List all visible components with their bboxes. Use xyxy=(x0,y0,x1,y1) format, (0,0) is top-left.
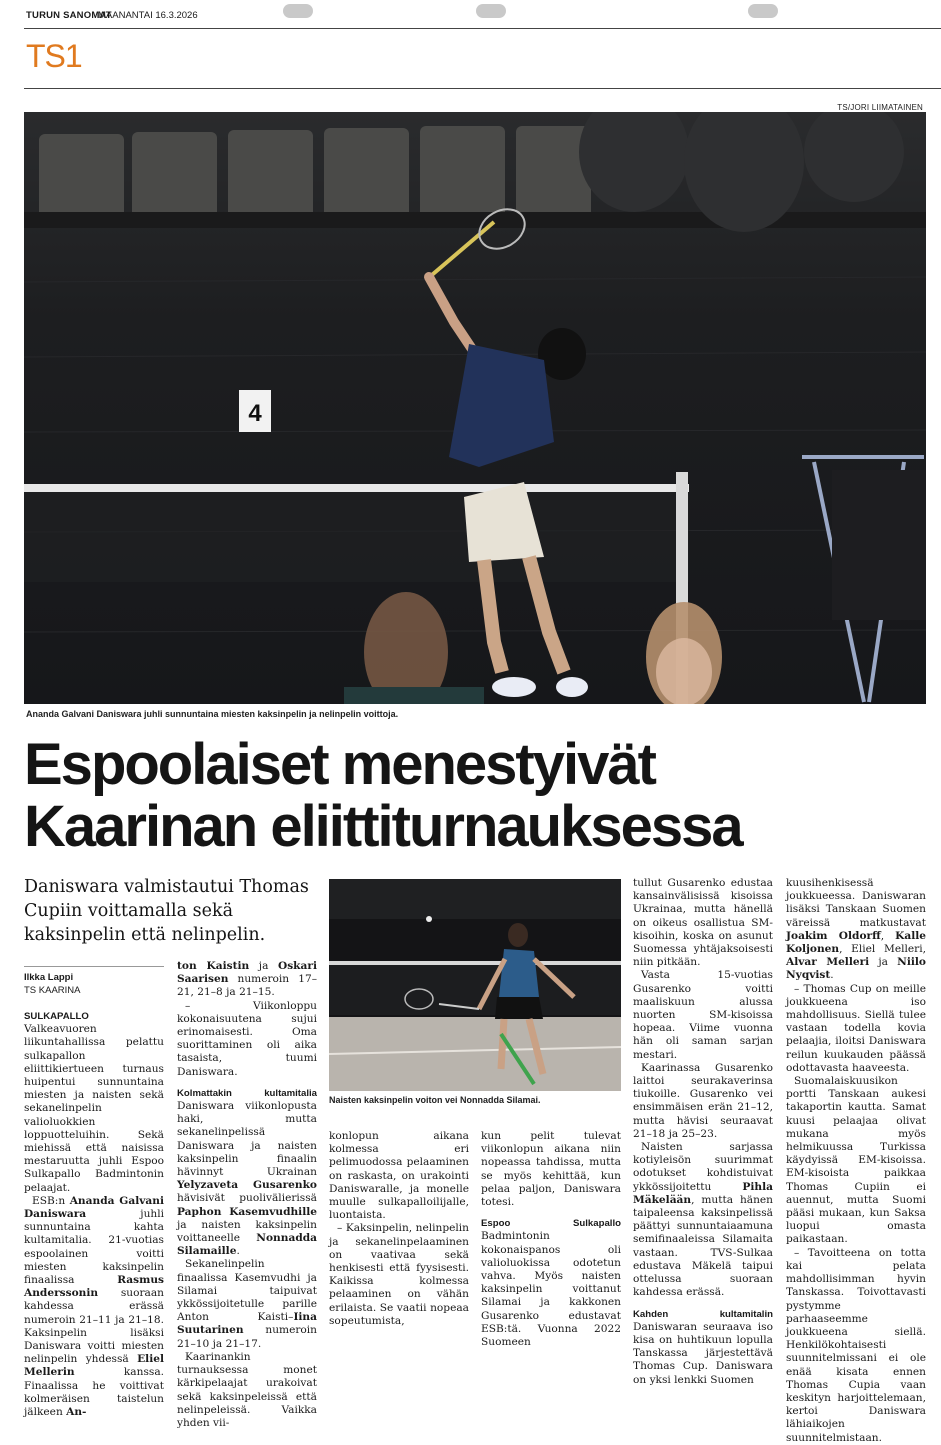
text-run: , mutta hänen taipaleensa kaksinpelissä päättyi sunnuntaiaamuna semifinaaleissa Silamaita vastaan. TVS-Sulkaa edustava Mäkelä taipui ottelussa suoraan kahdessa erässä. xyxy=(633,1193,773,1299)
text-run: , Eliel Melleri, xyxy=(839,943,926,956)
person-name: Kalle Koljonen xyxy=(786,929,926,956)
person-name: Eliel Mellerin xyxy=(24,1353,164,1379)
text-run: Sekanelinpelin finaalissa Kasemvudhi ja Silamai taipuivat ykkössijoitetulle parille Anton Kaisti– xyxy=(177,1258,317,1324)
page-tab-marker xyxy=(748,4,778,18)
person-name: ton Kaistin xyxy=(177,960,250,972)
text-run: ESB:n xyxy=(32,1194,70,1207)
paragraph-text: tullut Gusarenko edustaa kansainvälisissä kisoissa Ukrainaa, mutta hänellä on oikeus osallistua SM-kisoihin, koska on asunut Suomessa yhtäjaksoisesti niin pitkään. xyxy=(633,877,773,969)
person-name: Joakim Oldorff xyxy=(786,929,881,942)
text-run: suoraan kahdessa erässä numeroin 21–11 ja 21–18. Kaksinpelin lisäksi Daniswara voitti miesten nelinpelin yhdessä xyxy=(24,1287,164,1366)
person-name: Oskari Saarisen xyxy=(177,960,317,986)
text-run: Naisten sarjassa kotiyleisön suurimmat odotukset kohdistuivat ykkössijoitettu xyxy=(633,1141,773,1193)
byline-outlet: TS KAARINA xyxy=(24,985,81,996)
secondary-photo xyxy=(329,879,621,1091)
person-name: Pihla Mäkelään xyxy=(633,1180,773,1206)
section-rule xyxy=(24,88,941,89)
paragraph-kicker: Kolmattakin kultamitalia xyxy=(177,1087,317,1099)
text-run: hävisivät puolivälierissä xyxy=(177,1192,317,1205)
paragraph-text: Suomalaiskuusikon portti Tanskaan aukesi takaportin kautta. Samat kuusi pelaajaa olivat mukana myös helmikuussa Turkissa käydyissä EM-kisoissa. EM-kisoista paikkaa Thomas Cupiin ei auennut, mutta Suomi pääsi mukaan, kun Saksa luopui omasta paikastaan. xyxy=(786,1075,926,1246)
byline-rule xyxy=(24,966,164,967)
text-run: Daniswara viikonlopusta haki, mutta sekanelinpelissä Daniswara ja naisten kaksinpelin finaalin hävinnyt Ukrainan xyxy=(177,1100,317,1179)
person-name: Rasmus Anderssonin xyxy=(24,1274,164,1300)
headline-line-2: Kaarinan eliittiturnauksessa xyxy=(24,794,742,859)
badminton-player-illustration xyxy=(24,112,926,704)
section-label: TS1 xyxy=(26,38,82,74)
main-photo xyxy=(24,112,926,704)
paragraph-kicker: Kahden kultamitalin xyxy=(633,1308,773,1320)
court-number: 4 xyxy=(248,400,262,427)
page-tab-marker xyxy=(283,4,313,18)
secondary-photo-caption: Naisten kaksinpelin voiton vei Nonnadda Silamai. xyxy=(329,1095,541,1105)
header-rule xyxy=(24,28,941,29)
paragraph-text: – Tavoitteena on totta kai pelata mahdollisimman hyvin Tanskassa. Toivottavasti pystymme parhaaseemme joukkueena siellä. Henkilökohtaisesti suunnitelmissani ei ole enää kisata ennen Thomas Cupia vaan keskityn harjoittelemaan, kertoi Daniswara lähiaikojen suunnitelmistaan. xyxy=(786,1246,926,1444)
article-headline xyxy=(24,734,924,858)
paragraph-text: Valkeavuoren liikuntahallissa pelattu sulkapallon eliittikiertueen turnaus huipentui sunnuntaina miesten ja naisten sekä sekanelinpelin valioluokkien loppuotteluihin. Sekä miehissä että naisissa mestaruutta juhli Espoo Sulkapallo Badmintonin pelaajat. xyxy=(24,1023,164,1194)
person-name: Paphon Kasemvudhille xyxy=(177,1205,317,1218)
page-tab-marker xyxy=(476,4,506,18)
article-column-6 xyxy=(786,877,926,1445)
paragraph-text: Kaarinassa Gusarenko laittoi seurakaverinsa tiukoille. Gusarenko vei ensimmäisen erän 21–12, mutta hävisi seuraavat 21–18 ja 25–23. xyxy=(633,1061,773,1140)
text-run: juhli sunnuntaina kahta kultamitalia. 21-vuotias espoolainen voitti miesten kaksinpelin finaalissa xyxy=(24,1208,164,1287)
article-column-2 xyxy=(177,960,317,1430)
article-column-5 xyxy=(633,877,773,1387)
headline-line-1: Espoolaiset menestyivät xyxy=(24,732,655,797)
person-name: Ananda Galvani Daniswara xyxy=(24,1194,164,1221)
article-column-4 xyxy=(481,1130,621,1349)
woman-badminton-illustration xyxy=(329,879,621,1091)
text-run: , xyxy=(880,929,896,942)
person-name: Niilo Nyqvist xyxy=(786,956,926,982)
paragraph-kicker: SULKAPALLO xyxy=(24,1011,89,1022)
text-run: ja xyxy=(249,960,278,972)
text-run: kuusihenkisessä joukkueessa. Daniswaran lisäksi Tanskaan Suomen väreissä matkustavat xyxy=(786,877,926,929)
issue-date: MAANANTAI 16.3.2026 xyxy=(98,10,198,21)
text-run: Daniswaran seuraava iso kisa on huhtikuun lopulla Tanskassa järjestettävä Thomas Cup. Daniswara on yksi lenkki Suomen xyxy=(633,1320,773,1386)
article-column-3 xyxy=(329,1130,469,1328)
person-name: Alvar Melleri xyxy=(786,956,870,969)
text-run: Badmintonin kokonaispanos oli valioluokissa odotetun vahva. Myös naisten kaksinpelin voittanut Silamai ja kakkonen Gusarenko edustavat ESB:tä. Vuonna 2022 Suomeen xyxy=(481,1230,621,1349)
text-run: ja naisten kaksinpelin voittaneelle xyxy=(177,1218,317,1245)
person-name: Iina Suutarinen xyxy=(177,1311,317,1337)
byline-author: Ilkka Lappi xyxy=(24,972,74,983)
text-run: numeroin 17–21, 21–8 ja 21–15. xyxy=(177,973,317,999)
paragraph-text: konlopun aikana kolmessa eri pelimuodossa pelaaminen on raskasta, on urakointi Daniswaralle, ja monelle muulle sulkapalloilijalle, luontaista. xyxy=(329,1130,469,1222)
photo-caption: Ananda Galvani Daniswara juhli sunnuntaina miesten kaksinpelin ja nelinpelin voittoja. xyxy=(26,709,399,719)
person-name: Yelyzaveta Gusarenko xyxy=(177,1179,317,1192)
text-run: ja xyxy=(869,956,898,969)
person-name: An- xyxy=(66,1406,87,1419)
paragraph-text: kun pelit tulevat viikonlopun aikana niin nopeassa tahdissa, mutta se myös kehittää, kun pelaa paljon, Daniswara totesi. xyxy=(481,1130,621,1209)
article-lead: Daniswara valmistautui Thomas Cupiin voittamalla sekä kaksinpelin että nelinpelin. xyxy=(24,877,309,945)
article-column-1 xyxy=(24,1010,164,1419)
paragraph-text: – Thomas Cup on meille joukkueena iso mahdollisuus. Siellä tulee vastaan todella kovia pelaajia, iloitsi Daniswara reilun kuukauden päässä odottavasta haaveesta. xyxy=(786,982,926,1074)
text-run: numeroin 21–10 ja 21–17. xyxy=(177,1324,317,1350)
paragraph-text: Kaarinankin turnauksessa monet kärkipelaajat urakoivat sekä kaksinpeleissä että nelinpeleissä. Vaikka yhden vii- xyxy=(177,1350,317,1429)
person-name: Nonnadda Silamaille xyxy=(177,1232,317,1258)
paragraph-kicker: Espoo Sulkapallo xyxy=(481,1218,621,1230)
text-run: . xyxy=(236,1245,240,1258)
paragraph-text: – Kaksinpelin, nelinpelin ja sekanelinpelaaminen on vaativaa sekä henkisesti että fyysisesti. Kaikissa kolmessa pelaaminen on vähän erilaista. Se vaatii nopeaa sopeutumista, xyxy=(329,1222,469,1327)
paragraph-text: – Viikonloppu kokonaisuutena sujui erinomaisesti. Oma suorittaminen oli aika tasaista, tuumi Daniswara. xyxy=(177,999,317,1078)
photo-credit: TS/JORI LIIMATAINEN xyxy=(837,103,923,112)
newspaper-name: TURUN SANOMAT xyxy=(26,10,112,21)
text-run: . xyxy=(830,969,834,982)
paragraph-text: Vasta 15-vuotias Gusarenko voitti maaliskuun alussa nuorten SM-kisoissa hopeaa. Viime vuonna hän oli saman sarjan mestari. xyxy=(633,969,773,1061)
text-run: kanssa. Finaalissa he voittivat kolmeräisen taistelun jälkeen xyxy=(24,1366,164,1419)
